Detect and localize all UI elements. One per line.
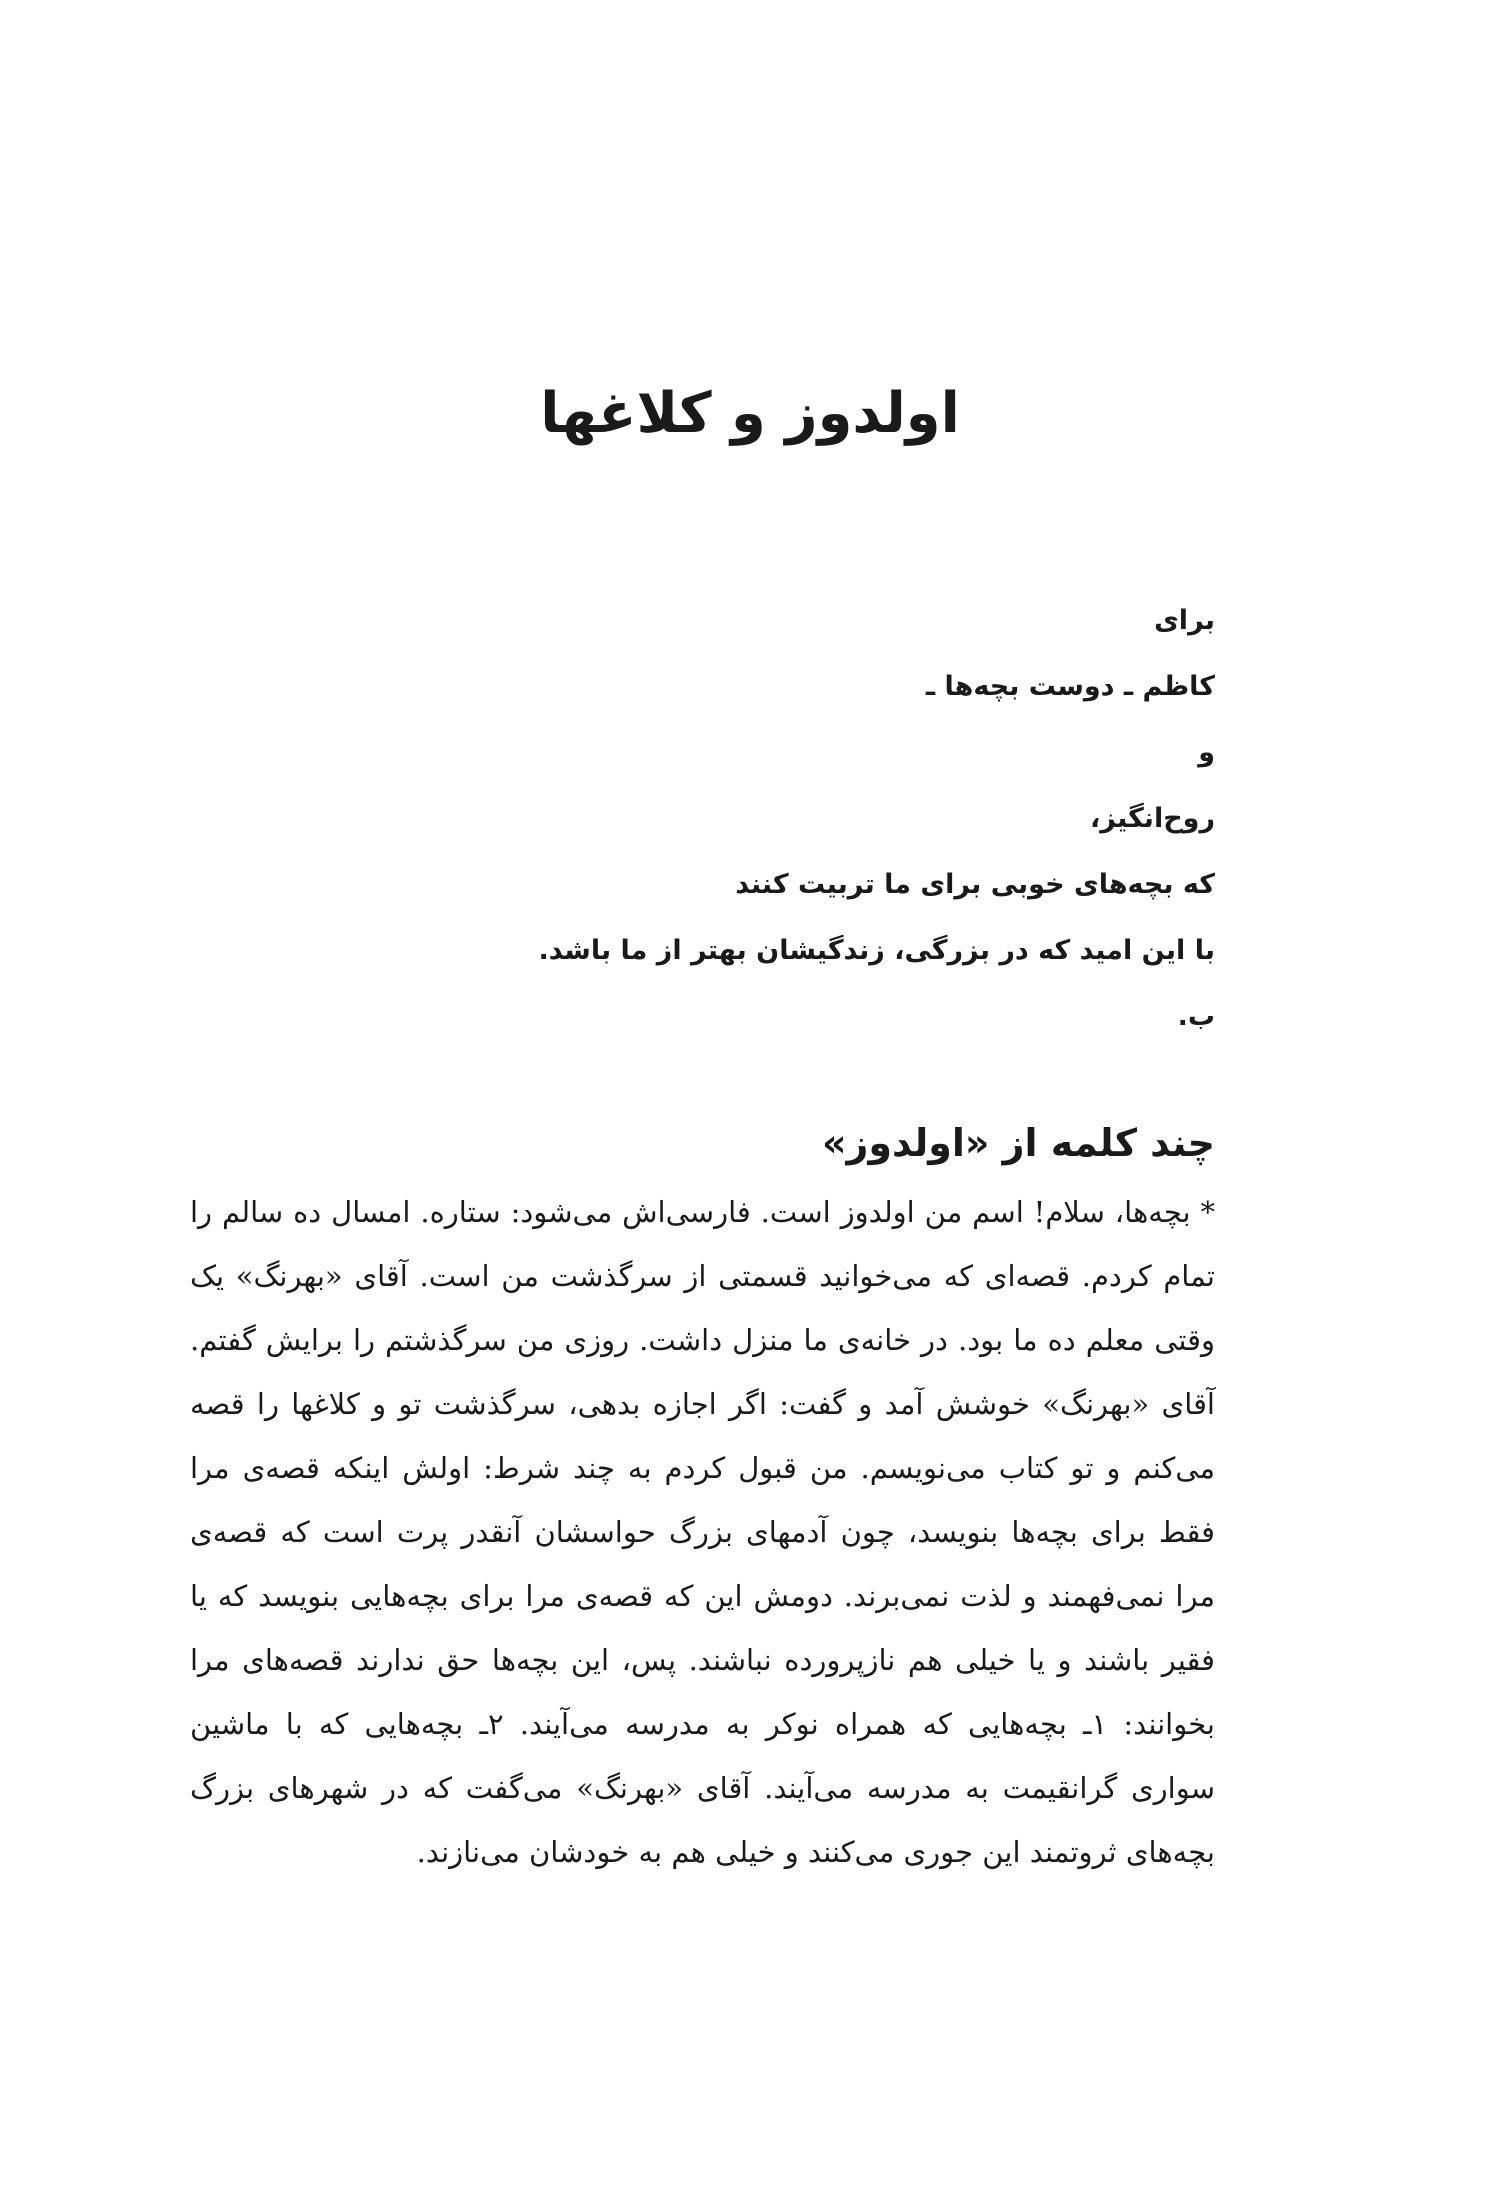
book-title: اولدوز و کلاغها (540, 381, 960, 446)
section-heading: چند کلمه از «اولدوز» (821, 1121, 1215, 1165)
body-paragraph: * بچه‌ها، سلام! اسم من اولدوز است. فارسی‌اش می‌شود: ستاره. امسال ده سالم را تمام کردم. قصه‌ای که می‌خوانید قسمتی از سرگذشت من است. آقای «بهرنگ» یک وقتی معلم ده ما بود. در خانه‌ی ما منزل داشت. روزی من سرگذشتم را برایش گفتم. آقای «بهرنگ» خوشش آمد و گفت: اگر اجازه بدهی، سرگذشت تو و کلاغها را قصه می‌کنم و تو کتاب می‌نویسم. من قبول کردم به چند شرط: اولش اینکه قصه‌ی مرا فقط برای بچه‌ها بنویسد، چون آدمهای بزرگ حواسشان آنقدر پرت است که قصه‌ی مرا نمی‌فهمند و لذت نمی‌برند. دومش این که قصه‌ی مرا برای بچه‌هایی بنویسد که یا فقیر باشند و یا خیلی هم نازپرورده نباشند. پس، این بچه‌ها حق ندارند قصه‌های مرا بخوانند: ۱ـ بچه‌هایی که همراه نوکر به مدرسه می‌آیند. ۲ـ بچه‌هایی که با ماشین سواری گرانقیمت به مدرسه می‌آیند. آقای «بهرنگ» می‌گفت که در شهرهای بزرگ بچه‌های ثروتمند این جوری می‌کنند و خیلی هم به خودشان می‌نازند. (190, 1195, 1215, 1869)
intro-section (190, 1115, 1215, 1884)
dedication-line: ب. (1177, 1001, 1215, 1032)
dedication-line: روح‌انگیز، (1090, 803, 1215, 834)
dedication-line: برای (1154, 605, 1215, 636)
dedication (315, 588, 1215, 1050)
dedication-line: و (1198, 737, 1215, 768)
dedication-line: کاظم ـ دوست بچه‌ها ـ (925, 671, 1215, 702)
dedication-line: با این امید که در بزرگی، زندگیشان بهتر از ما باشد. (538, 935, 1215, 966)
dedication-line: که بچه‌های خوبی برای ما تربیت کنند (735, 869, 1215, 900)
